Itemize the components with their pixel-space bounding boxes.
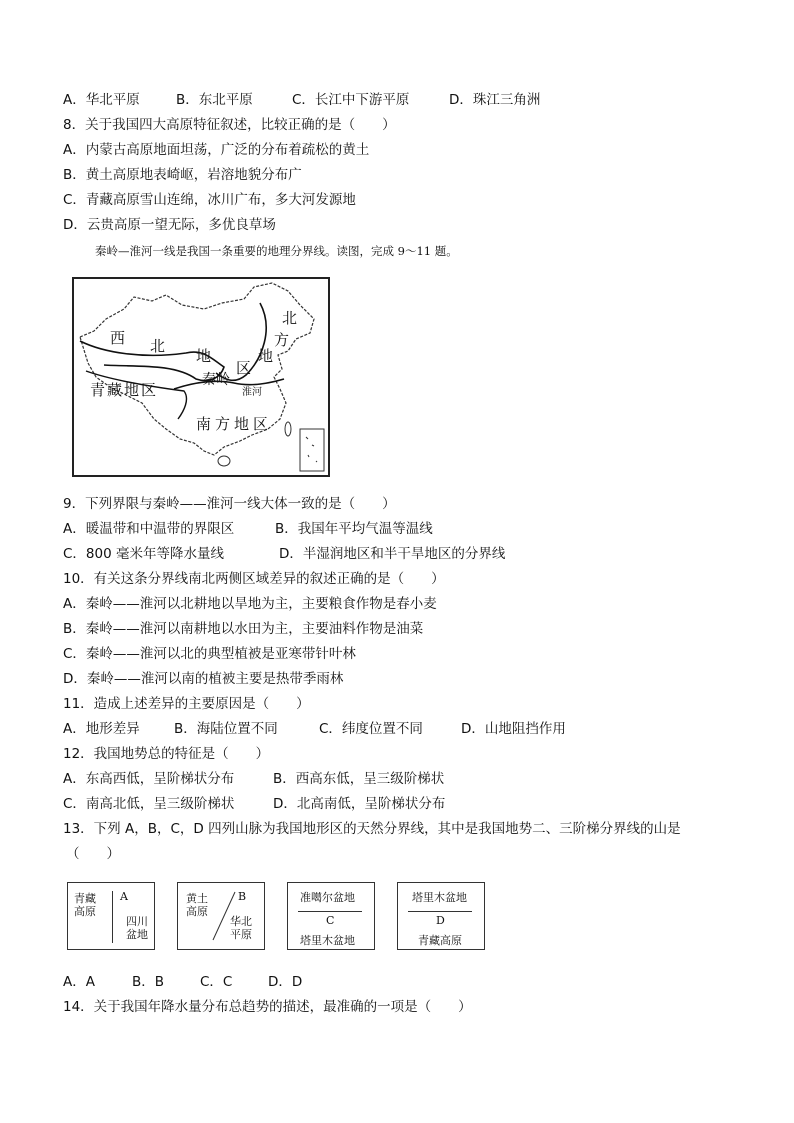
china-region-map (72, 277, 330, 477)
map-label-qinling: 秦岭 (202, 372, 230, 388)
q13-option-d: D．D (268, 974, 303, 990)
map-label-fang: 方 (274, 331, 290, 349)
q8-option-d: D．云贵高原一望无际，多优良草场 (63, 217, 276, 233)
q12-option-b: B．西高东低，呈三级阶梯状 (273, 771, 445, 787)
box-b-left2: 高原 (186, 905, 208, 918)
box-c-bottom: 塔里木盆地 (300, 934, 355, 947)
map-label-bei1: 北 (150, 337, 166, 355)
q10-option-c: C．秦岭——淮河以北的典型植被是亚寒带针叶林 (63, 646, 356, 662)
q11-stem: 11．造成上述差异的主要原因是（ ） (63, 696, 310, 712)
q13-box-a (67, 882, 155, 950)
q13-box-d (397, 882, 485, 950)
q14-stem: 14．关于我国年降水量分布总趋势的描述，最准确的一项是（ ） (63, 999, 472, 1015)
q11-option-d: D．山地阻挡作用 (461, 721, 566, 737)
q12-option-a: A．东高西低，呈阶梯状分布 (63, 771, 235, 787)
q13-option-b: B．B (132, 974, 165, 990)
q13-stem-bracket: （ ） (66, 846, 120, 862)
q9-option-a: A．暖温带和中温带的界限区 (63, 521, 235, 537)
box-a-divider (112, 891, 113, 943)
box-d-bottom: 青藏高原 (418, 934, 462, 947)
q9-stem: 9．下列界限与秦岭——淮河一线大体一致的是（ ） (63, 496, 396, 512)
map-label-huaihe: 淮河 (242, 387, 262, 398)
q9-option-b: B．我国年平均气温等温线 (275, 521, 433, 537)
box-c-top: 准噶尔盆地 (300, 891, 355, 904)
q7-option-b: B．东北平原 (176, 92, 253, 108)
q10-option-d: D．秦岭——淮河以南的植被主要是热带季雨林 (63, 671, 344, 687)
box-b-right1: 华北 (230, 915, 252, 928)
box-b-right2: 平原 (230, 928, 252, 941)
map-label-qu1: 区 (236, 359, 252, 377)
q13-option-c: C．C (200, 974, 233, 990)
q11-option-b: B．海陆位置不同 (174, 721, 278, 737)
q9-options-row2 (63, 545, 506, 563)
box-a-right2: 盆地 (126, 928, 148, 941)
q13-option-a: A．A (63, 974, 95, 990)
map-label-di2: 地 (258, 347, 274, 365)
q7-option-c: C．长江中下游平原 (292, 92, 410, 108)
box-d-divider (408, 911, 472, 912)
q9-option-c: C．800 毫米年等降水量线 (63, 546, 224, 562)
map-label-bei2: 北 (282, 309, 298, 327)
q9-options-row1 (63, 520, 433, 538)
q7-option-d: D．珠江三角洲 (449, 92, 541, 108)
map-label-di1: 地 (196, 347, 212, 365)
q13-box-b (177, 882, 265, 950)
q12-options-row1 (63, 770, 445, 788)
map-intro: 秦岭—淮河一线是我国一条重要的地理分界线。读图，完成 9～11 题。 (95, 244, 458, 258)
q8-option-b: B．黄土高原地表崎岖，岩溶地貌分布广 (63, 167, 302, 183)
q12-options-row2 (63, 795, 446, 813)
q12-option-d: D．北高南低，呈阶梯状分布 (273, 796, 446, 812)
q9-option-d: D．半湿润地区和半干旱地区的分界线 (279, 546, 506, 562)
box-a-left2: 高原 (74, 905, 96, 918)
box-b-letter: B (238, 890, 247, 903)
q13-options (63, 973, 303, 991)
q12-stem: 12．我国地势总的特征是（ ） (63, 746, 270, 762)
box-c-divider (298, 911, 362, 912)
box-d-top: 塔里木盆地 (412, 891, 467, 904)
q8-stem: 8．关于我国四大高原特征叙述，比较正确的是（ ） (63, 117, 396, 133)
q11-option-a: A．地形差异 (63, 721, 140, 737)
box-c-letter: C (326, 914, 335, 927)
map-label-xi: 西 (110, 329, 126, 347)
q12-option-c: C．南高北低，呈三级阶梯状 (63, 796, 235, 812)
box-a-letter: A (120, 890, 128, 903)
q7-option-a: A．华北平原 (63, 92, 140, 108)
box-a-right1: 四川 (126, 915, 148, 928)
q7-options (63, 91, 541, 109)
map-label-nanfang: 南方地区 (196, 415, 273, 433)
q11-options (63, 720, 566, 738)
map-label-qingzang: 青藏地区 (90, 381, 159, 399)
q10-option-a: A．秦岭——淮河以北耕地以旱地为主，主要粮食作物是春小麦 (63, 596, 437, 612)
q8-option-c: C．青藏高原雪山连绵，冰川广布，多大河发源地 (63, 192, 356, 208)
q13-box-c (287, 882, 375, 950)
q8-option-a: A．内蒙古高原地面坦荡，广泛的分布着疏松的黄土 (63, 142, 370, 158)
box-a-left1: 青藏 (74, 892, 96, 905)
q13-stem: 13．下列 A，B，C，D 四列山脉为我国地形区的天然分界线，其中是我国地势二、三阶梯分界线的山是 (63, 821, 681, 837)
box-d-letter: D (436, 914, 445, 927)
q10-option-b: B．秦岭——淮河以南耕地以水田为主，主要油料作物是油菜 (63, 621, 424, 637)
q11-option-c: C．纬度位置不同 (319, 721, 423, 737)
q10-stem: 10．有关这条分界线南北两侧区域差异的叙述正确的是（ ） (63, 571, 445, 587)
box-b-left1: 黄土 (186, 892, 208, 905)
